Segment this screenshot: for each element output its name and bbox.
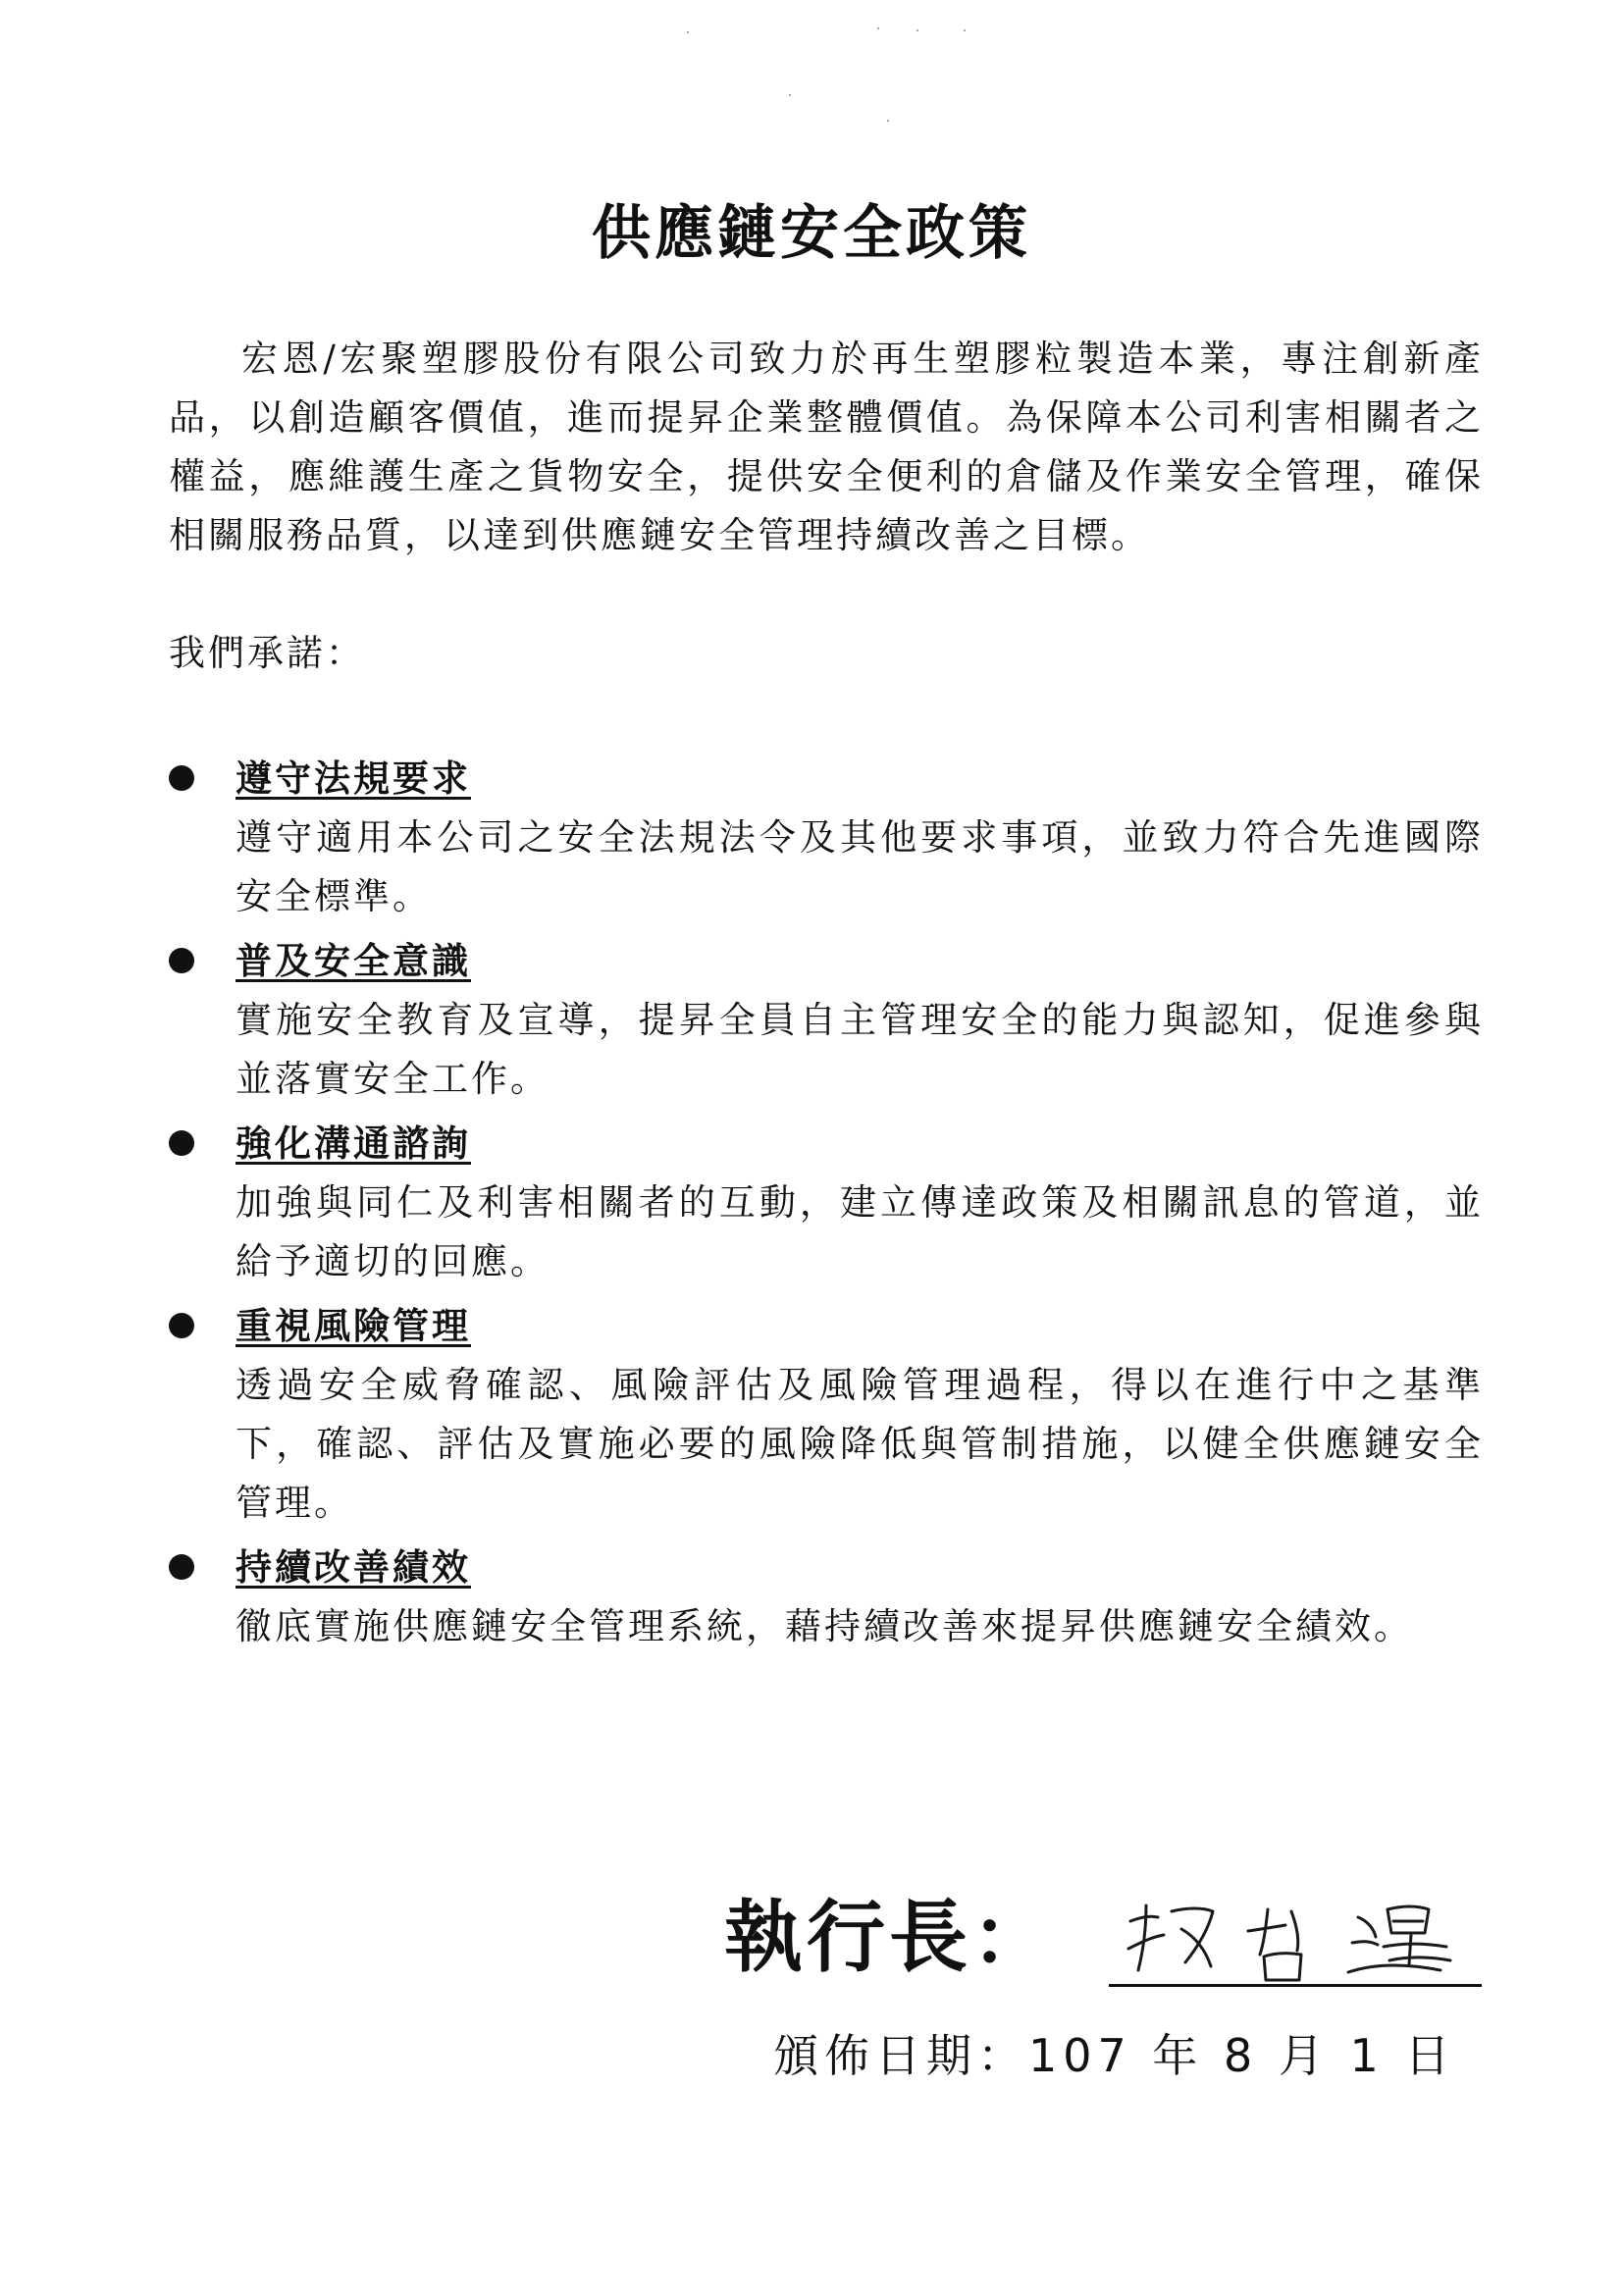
page-title: 供應鏈安全政策 [592,199,1031,269]
commitment-item [169,932,1484,1109]
signature-block [724,1884,1490,1992]
handwritten-signature [1117,1892,1480,1986]
commitment-heading: 普及安全意識 [236,940,471,982]
bullet-icon [169,1130,194,1156]
bullet-icon [169,948,194,973]
commitment-heading: 強化溝通諮詢 [236,1122,471,1165]
commitment-text: 透過安全威脅確認、風險評估及風險管理過程，得以在進行中之基準下，確認、評估及實施必要的風險降低與管制措施，以健全供應鏈安全管理。 [236,1364,1484,1524]
commitment-text: 徹底實施供應鏈安全管理系統，藉持續改善來提昇供應鏈安全績效。 [236,1605,1413,1647]
signature-line [1109,1984,1482,1987]
bullet-icon [169,765,194,791]
commitment-text: 實施安全教育及宣導，提昇全員自主管理安全的能力與認知，促進參與並落實安全工作。 [236,999,1484,1100]
signer-label: 執行長： [724,1892,1054,1983]
commitment-item [169,1115,1484,1291]
bullet-icon [169,1313,194,1338]
commitment-text: 加強與同仁及利害相關者的互動，建立傳達政策及相關訊息的管道，並給予適切的回應。 [236,1181,1484,1282]
commitment-heading: 重視風險管理 [236,1305,471,1347]
commitment-list [169,750,1484,1662]
commitment-item [169,1539,1484,1656]
bullet-icon [169,1554,194,1580]
promise-label: 我們承諾： [169,632,365,674]
commitment-item [169,750,1484,926]
commitment-heading: 持續改善績效 [236,1546,471,1589]
commitment-heading: 遵守法規要求 [236,757,471,800]
commitment-text: 遵守適用本公司之安全法規法令及其他要求事項，並致力符合先進國際安全標準。 [236,816,1484,917]
commitment-item [169,1297,1484,1533]
issue-date: 頒佈日期：107 年 8 月 1 日 [773,2029,1456,2082]
intro-paragraph: 宏恩/宏聚塑膠股份有限公司致力於再生塑膠粒製造本業，專注創新產品，以創造顧客價值，進而提昇企業整體價值。為保障本公司利害相關者之權益，應維護生產之貨物安全，提供安全便利的倉儲及作業安全管理，確保相關服務品質，以達到供應鏈安全管理持續改善之目標。 [169,338,1484,556]
